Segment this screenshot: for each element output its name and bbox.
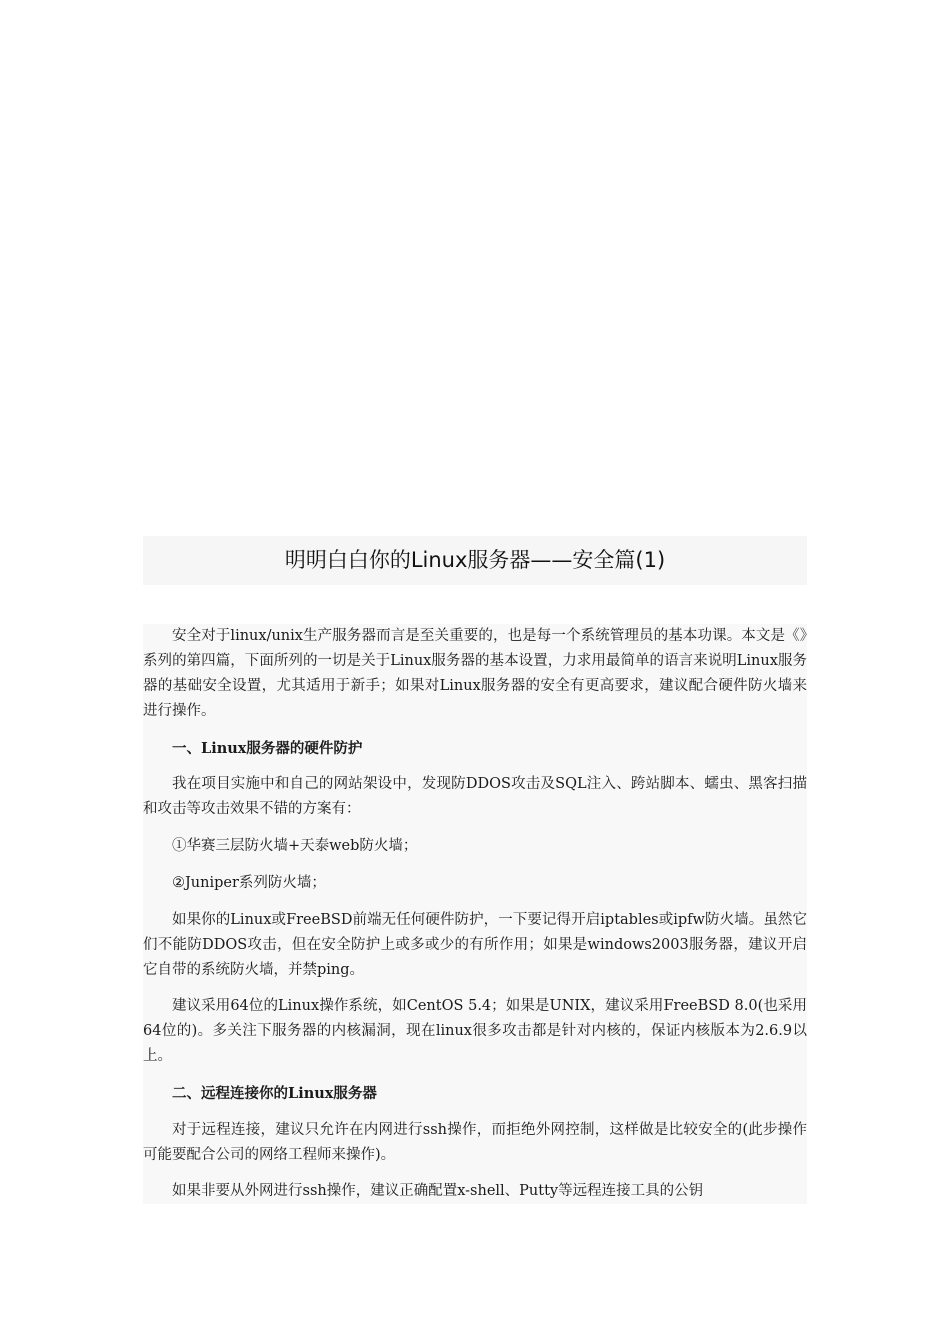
paragraph-firewall: 如果你的Linux或FreeBSD前端无任何硬件防护，一下要记得开启iptables或ipfw防火墙。虽然它们不能防DDOS攻击，但在安全防护上或多或少的有所作用；如果是windows2003服务器，建议开启它自带的系统防火墙，并禁ping。 — [143, 912, 807, 978]
paragraph-hardware: 我在项目实施中和自己的网站架设中，发现防DDOS攻击及SQL注入、跨站脚本、蠕虫、黑客扫描和攻击等攻击效果不错的方案有： — [143, 776, 807, 817]
list-item-2: ②Juniper系列防火墙； — [172, 875, 326, 891]
section-heading-1: 一、Linux服务器的硬件防护 — [172, 740, 363, 757]
paragraph-ssh: 如果非要从外网进行ssh操作，建议正确配置x-shell、Putty等远程连接工具的公钥 — [172, 1183, 704, 1199]
document-title: 明明白白你的Linux服务器——安全篇(1) — [284, 548, 666, 572]
paragraph-os: 建议采用64位的Linux操作系统，如CentOS 5.4；如果是UNIX，建议采用FreeBSD 8.0(也采用64位的)。多关注下服务器的内核漏洞，现在linux很多攻击都是针对内核的，保证内核版本为2.6.9以上。 — [143, 998, 807, 1064]
article-body — [143, 624, 807, 1204]
section-heading-2: 二、远程连接你的Linux服务器 — [172, 1085, 377, 1102]
paragraph-remote: 对于远程连接，建议只允许在内网进行ssh操作，而拒绝外网控制，这样做是比较安全的(此步操作可能要配合公司的网络工程师来操作)。 — [143, 1122, 807, 1163]
paragraph-intro: 安全对于linux/unix生产服务器而言是至关重要的，也是每一个系统管理员的基本功课。本文是《》系列的第四篇，下面所列的一切是关于Linux服务器的基本设置，力求用最简单的语言来说明Linux服务器的基础安全设置，尤其适用于新手；如果对Linux服务器的安全有更高要求，建议配合硬件防火墙来进行操作。 — [143, 628, 807, 719]
list-item-1: ①华赛三层防火墙+天泰web防火墙； — [172, 838, 418, 854]
